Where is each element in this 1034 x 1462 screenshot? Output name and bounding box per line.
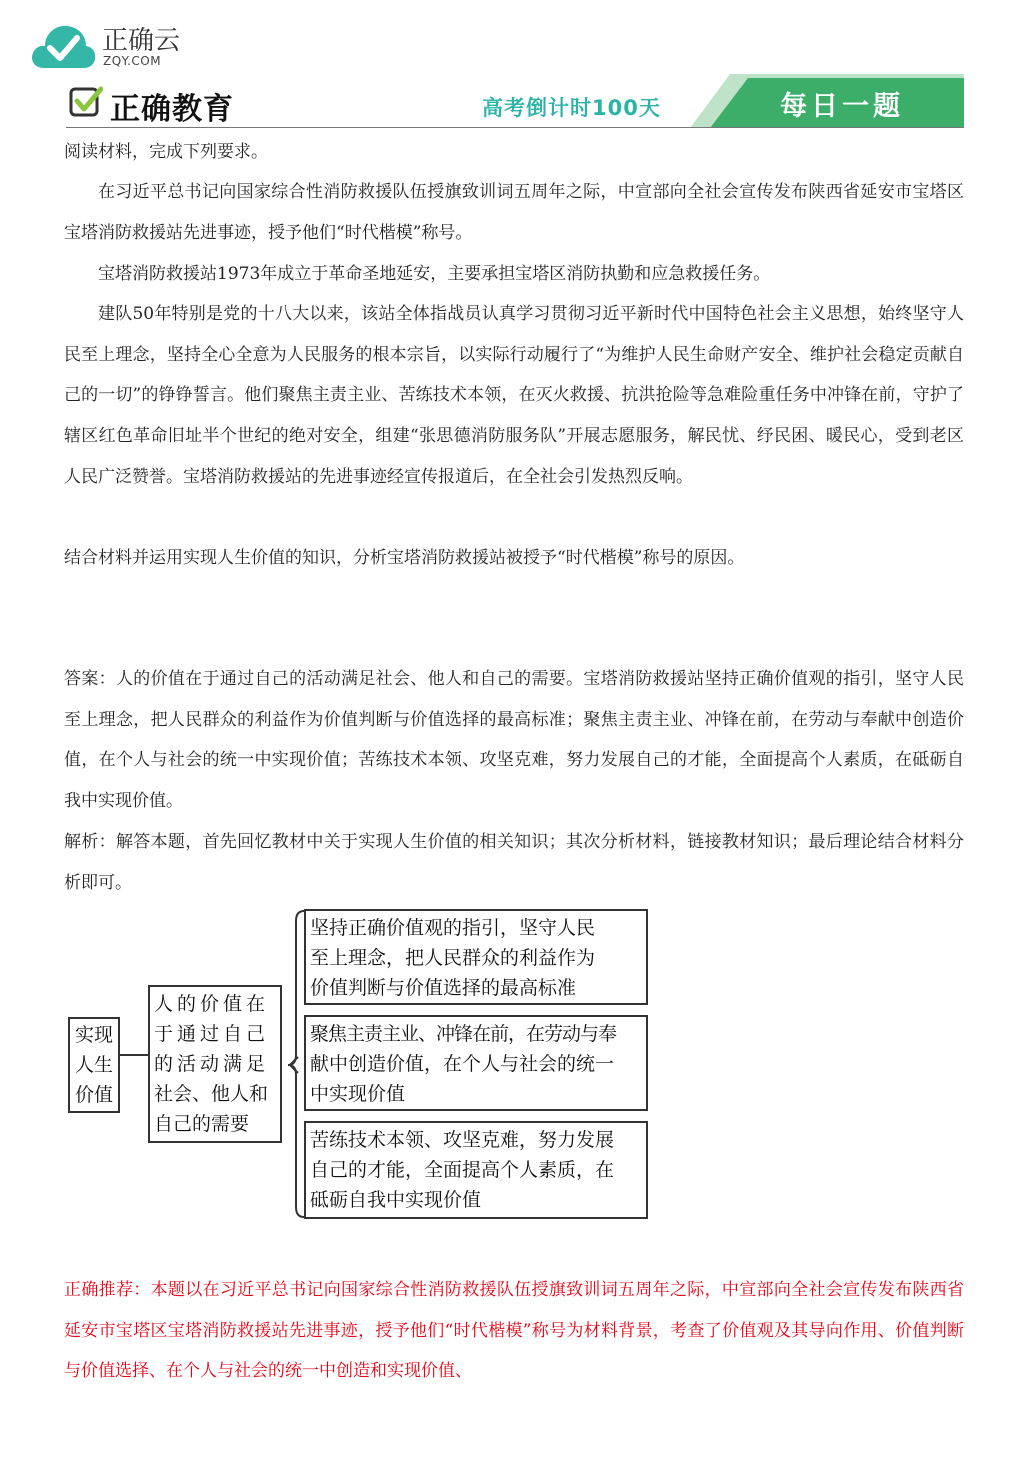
diagram-root-box <box>68 1017 120 1113</box>
header-divider <box>66 127 964 128</box>
value-diagram <box>60 905 660 1225</box>
diagram-branch-3 <box>304 1121 648 1219</box>
branch-2-line-1: 聚焦主责主业、冲锋在前，在劳动与奉 <box>310 1023 617 1045</box>
diagram-branch-1 <box>304 909 648 1005</box>
analysis-text: 解析：解答本题，首先回忆教材中关于实现人生价值的相关知识；其次分析材料，链接教材知识；最后理论结合材料分析即可。 <box>64 832 964 893</box>
check-logo-icon <box>69 86 103 120</box>
brand-top-domain: ZQY.COM <box>103 54 162 68</box>
question-instruction: 阅读材料，完成下列要求。 <box>64 142 268 162</box>
brand-top-name: 正确云 <box>102 26 181 56</box>
answer-text: 答案：人的价值在于通过自己的活动满足社会、他人和自己的需要。宝塔消防救援站坚持正确价值观的指引，坚守人民至上理念，把人民群众的利益作为价值判断与价值选择的最高标准；聚焦主责主业、冲锋在前，在劳动与奉献中创造价值，在个人与社会的统一中实现价值；苦练技术本领、攻坚克难，努力发展自己的才能，全面提高个人素质，在砥砺自我中实现价值。 <box>64 669 964 812</box>
brand-name: 正确教育 <box>110 92 234 127</box>
branch-2-line-2: 献中创造价值，在个人与社会的统一 <box>310 1053 615 1075</box>
diagram-branch-2 <box>304 1015 648 1111</box>
diagram-root-line-1: 实现 <box>74 1024 113 1046</box>
branch-3-line-3: 砥砺自我中实现价值 <box>310 1189 482 1211</box>
cloud-logo-icon <box>30 22 96 70</box>
banner-text: 每日一题 <box>780 91 904 122</box>
diagram-middle-line-2: 于通过自己 <box>154 1023 270 1045</box>
diagram-middle-line-4: 社会、他人和 <box>154 1083 269 1105</box>
branch-3-line-1: 苦练技术本领、攻坚克难，努力发展 <box>310 1129 615 1151</box>
branch-3-line-2: 自己的才能，全面提高个人素质，在 <box>310 1159 615 1181</box>
diagram-middle-box <box>148 985 282 1143</box>
diagram-middle-line-3: 的活动满足 <box>154 1053 270 1075</box>
diagram-root-line-3: 价值 <box>74 1084 113 1106</box>
material-paragraph-1: 在习近平总书记向国家综合性消防救援队伍授旗致训词五周年之际，中宣部向全社会宣传发布陕西省延安市宝塔区宝塔消防救援站先进事迹，授予他们“时代楷模”称号。 <box>64 182 964 243</box>
branch-1-line-2: 至上理念，把人民群众的利益作为 <box>310 947 596 969</box>
diagram-middle-line-5: 自己的需要 <box>154 1113 250 1135</box>
diagram-root-line-2: 人生 <box>74 1054 113 1076</box>
material-paragraph-3: 建队50年特别是党的十八大以来，该站全体指战员认真学习贯彻习近平新时代中国特色社会主义思想，始终坚守人民至上理念，坚持全心全意为人民服务的根本宗旨，以实际行动履行了“为维护人民生命财产安全、维护社会稳定贡献自己的一切”的铮铮誓言。他们聚焦主责主业、苦练技术本领，在灭火救援、抗洪抢险等急难险重任务中冲锋在前，守护了辖区红色革命旧址半个世纪的绝对安全，组建“张思德消防服务队”开展志愿服务，解民忧、纾民困、暖民心，受到老区人民广泛赞誉。宝塔消防救援站的先进事迹经宣传报道后，在全社会引发热烈反响。 <box>64 304 964 487</box>
recommendation-text: 正确推荐：本题以在习近平总书记向国家综合性消防救援队伍授旗致训词五周年之际，中宣部向全社会宣传发布陕西省延安市宝塔区宝塔消防救援站先进事迹，授予他们“时代楷模”称号为材料背景，考查了价值观及其导向作用、价值判断与价值选择、在个人与社会的统一中创造和实现价值、 <box>64 1280 964 1382</box>
countdown-text: 高考倒计时100天 <box>482 96 661 120</box>
branch-1-line-3: 价值判断与价值选择的最高标准 <box>310 977 577 999</box>
diagram-middle-line-1: 人的价值在 <box>154 993 270 1015</box>
branch-2-line-3: 中实现价值 <box>310 1083 406 1105</box>
branch-1-line-1: 坚持正确价值观的指引，坚守人民 <box>310 917 596 939</box>
question-prompt: 结合材料并运用实现人生价值的知识，分析宝塔消防救援站被授予“时代楷模”称号的原因。 <box>64 548 745 568</box>
material-paragraph-2: 宝塔消防救援站1973年成立于革命圣地延安，主要承担宝塔区消防执勤和应急救援任务。 <box>98 264 771 284</box>
